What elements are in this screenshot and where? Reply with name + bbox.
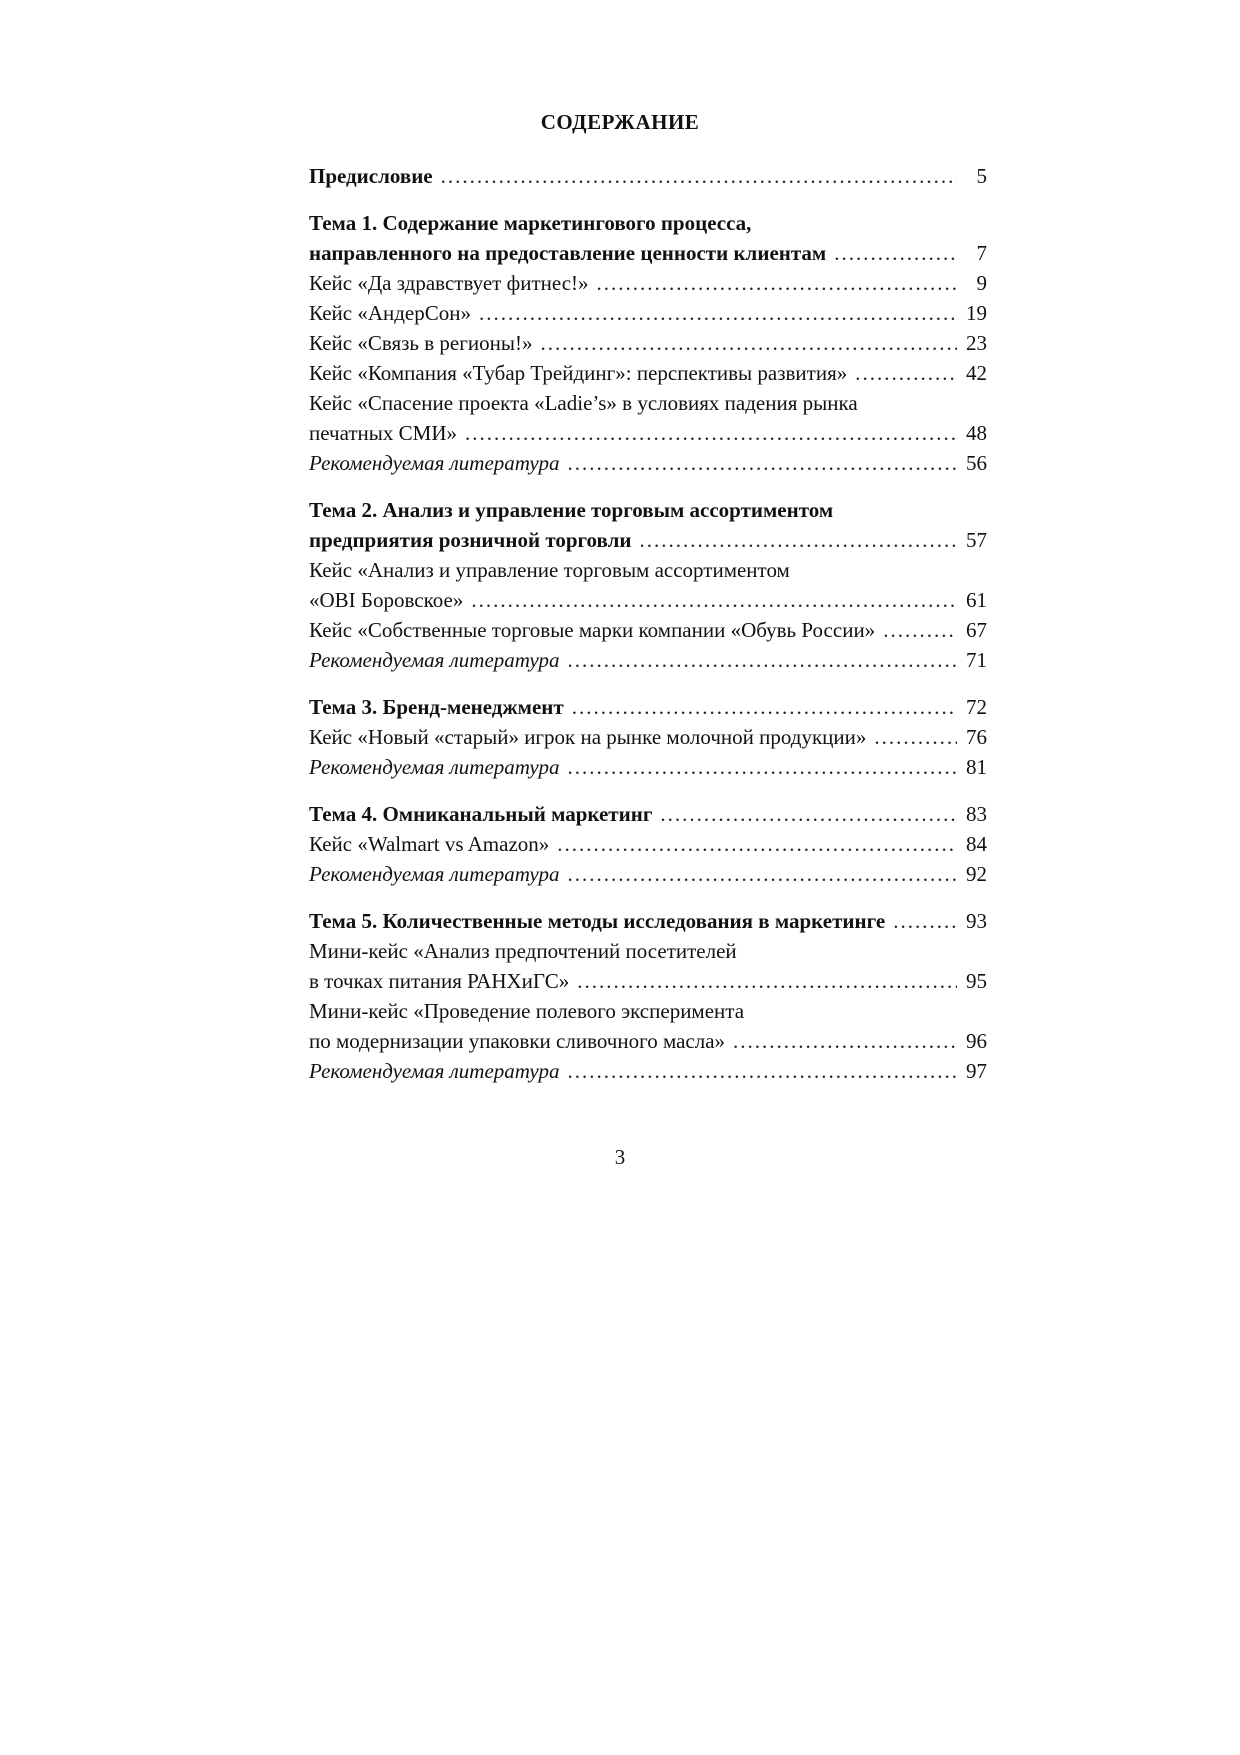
toc-entry[interactable] — [309, 328, 987, 358]
toc-entry-page: 97 — [966, 1059, 987, 1083]
toc-entry-page: 61 — [966, 588, 987, 612]
toc-entry-page: 9 — [976, 271, 987, 295]
toc-entry-label: в точках питания РАНХиГС» — [309, 969, 570, 993]
toc-entry[interactable] — [309, 418, 987, 448]
toc-section — [309, 799, 987, 889]
dot-leader — [465, 418, 957, 448]
toc-entry-page: 42 — [966, 361, 987, 385]
toc-entry-page: 23 — [966, 331, 987, 355]
toc-entry[interactable] — [309, 1056, 987, 1086]
toc-entry-page: 95 — [966, 969, 987, 993]
toc-section — [309, 692, 987, 782]
toc-entry-label: Кейс «Новый «старый» игрок на рынке молочной продукции» — [309, 725, 867, 749]
toc-entry-page: 71 — [966, 648, 987, 672]
toc-entry-page: 56 — [966, 451, 987, 475]
dot-leader — [540, 328, 957, 358]
toc-entry-label: Рекомендуемая литература — [309, 1059, 560, 1083]
dot-leader — [557, 829, 957, 859]
toc-entry[interactable] — [309, 859, 987, 889]
dot-leader — [479, 298, 957, 328]
toc-entry-label: Кейс «Компания «Тубар Трейдинг»: перспективы развития» — [309, 361, 848, 385]
toc-entry-page: 72 — [966, 695, 987, 719]
dot-leader — [733, 1026, 957, 1056]
toc-section — [309, 906, 987, 1086]
dot-leader — [567, 448, 957, 478]
dot-leader — [639, 525, 957, 555]
toc-entry[interactable] — [309, 448, 987, 478]
toc-entry-page: 67 — [966, 618, 987, 642]
toc-entry-page: 57 — [966, 528, 987, 552]
toc-entry[interactable] — [309, 358, 987, 388]
toc-entry-page: 92 — [966, 862, 987, 886]
toc-section — [309, 208, 987, 478]
toc-entry-label: Рекомендуемая литература — [309, 451, 560, 475]
toc-entry-label: предприятия розничной торговли — [309, 528, 632, 552]
page-title: СОДЕРЖАНИЕ — [540, 110, 700, 134]
dot-leader — [874, 722, 957, 752]
toc-entry-label: «OBI Боровское» — [309, 588, 464, 612]
toc-entry-line: Мини-кейс «Проведение полевого эксперимента — [309, 999, 745, 1023]
toc-entry-page: 84 — [966, 832, 987, 856]
toc-entry-label: Кейс «Связь в регионы!» — [309, 331, 533, 355]
toc-entry-label: Кейс «Собственные торговые марки компании «Обувь России» — [309, 618, 876, 642]
toc-entry[interactable] — [309, 615, 987, 645]
table-of-contents — [309, 161, 987, 1103]
dot-leader — [660, 799, 957, 829]
dot-leader — [883, 615, 957, 645]
dot-leader — [855, 358, 957, 388]
toc-entry-line: Тема 2. Анализ и управление торговым ассортиментом — [309, 498, 834, 522]
toc-entry[interactable] — [309, 298, 987, 328]
toc-entry-label: по модернизации упаковки сливочного масла» — [309, 1029, 726, 1053]
dot-leader — [567, 752, 957, 782]
toc-entry-page: 81 — [966, 755, 987, 779]
toc-entry[interactable] — [309, 722, 987, 752]
toc-entry-label: Кейс «Да здравствует фитнес!» — [309, 271, 589, 295]
toc-entry-label: направленного на предоставление ценности клиентам — [309, 241, 827, 265]
toc-section — [309, 161, 987, 191]
toc-entry-label: Предисловие — [309, 164, 433, 188]
toc-entry-label: Тема 4. Омниканальный маркетинг — [309, 802, 653, 826]
toc-entry-page: 7 — [976, 241, 987, 265]
toc-entry[interactable] — [309, 966, 987, 996]
toc-entry-label: Рекомендуемая литература — [309, 755, 560, 779]
toc-entry-page: 5 — [976, 164, 987, 188]
dot-leader — [567, 859, 957, 889]
toc-entry[interactable] — [309, 829, 987, 859]
toc-entry[interactable] — [309, 645, 987, 675]
toc-entry-page: 96 — [966, 1029, 987, 1053]
toc-entry-line: Тема 1. Содержание маркетингового процесса, — [309, 211, 752, 235]
toc-entry-line: Кейс «Спасение проекта «Ladie’s» в условиях падения рынка — [309, 391, 858, 415]
dot-leader — [577, 966, 957, 996]
toc-entry-label: Рекомендуемая литература — [309, 862, 560, 886]
toc-entry-label: печатных СМИ» — [309, 421, 457, 445]
toc-entry[interactable] — [309, 238, 987, 268]
toc-entry-page: 19 — [966, 301, 987, 325]
toc-entry[interactable] — [309, 799, 987, 829]
dot-leader — [597, 268, 957, 298]
toc-entry-page: 76 — [966, 725, 987, 749]
toc-entry-page: 93 — [966, 909, 987, 933]
dot-leader — [572, 692, 957, 722]
toc-entry[interactable] — [309, 161, 987, 191]
toc-entry[interactable] — [309, 268, 987, 298]
toc-entry-label: Кейс «АндерСон» — [309, 301, 471, 325]
dot-leader — [471, 585, 957, 615]
toc-entry-label: Кейс «Walmart vs Amazon» — [309, 832, 550, 856]
toc-entry-label: Тема 3. Бренд-менеджмент — [309, 695, 564, 719]
toc-entry-page: 48 — [966, 421, 987, 445]
toc-entry-line: Кейс «Анализ и управление торговым ассортиментом — [309, 558, 790, 582]
dot-leader — [834, 238, 957, 268]
toc-entry[interactable] — [309, 525, 987, 555]
toc-entry[interactable] — [309, 906, 987, 936]
toc-entry-page: 83 — [966, 802, 987, 826]
dot-leader — [567, 1056, 957, 1086]
page-number: 3 — [614, 1145, 626, 1169]
dot-leader — [893, 906, 957, 936]
toc-entry[interactable] — [309, 585, 987, 615]
toc-entry[interactable] — [309, 752, 987, 782]
toc-entry-label: Рекомендуемая литература — [309, 648, 560, 672]
toc-section — [309, 495, 987, 675]
toc-entry-label: Тема 5. Количественные методы исследования в маркетинге — [309, 909, 886, 933]
toc-entry[interactable] — [309, 1026, 987, 1056]
toc-entry[interactable] — [309, 692, 987, 722]
dot-leader — [441, 161, 957, 191]
dot-leader — [567, 645, 957, 675]
toc-entry-line: Мини-кейс «Анализ предпочтений посетителей — [309, 939, 737, 963]
